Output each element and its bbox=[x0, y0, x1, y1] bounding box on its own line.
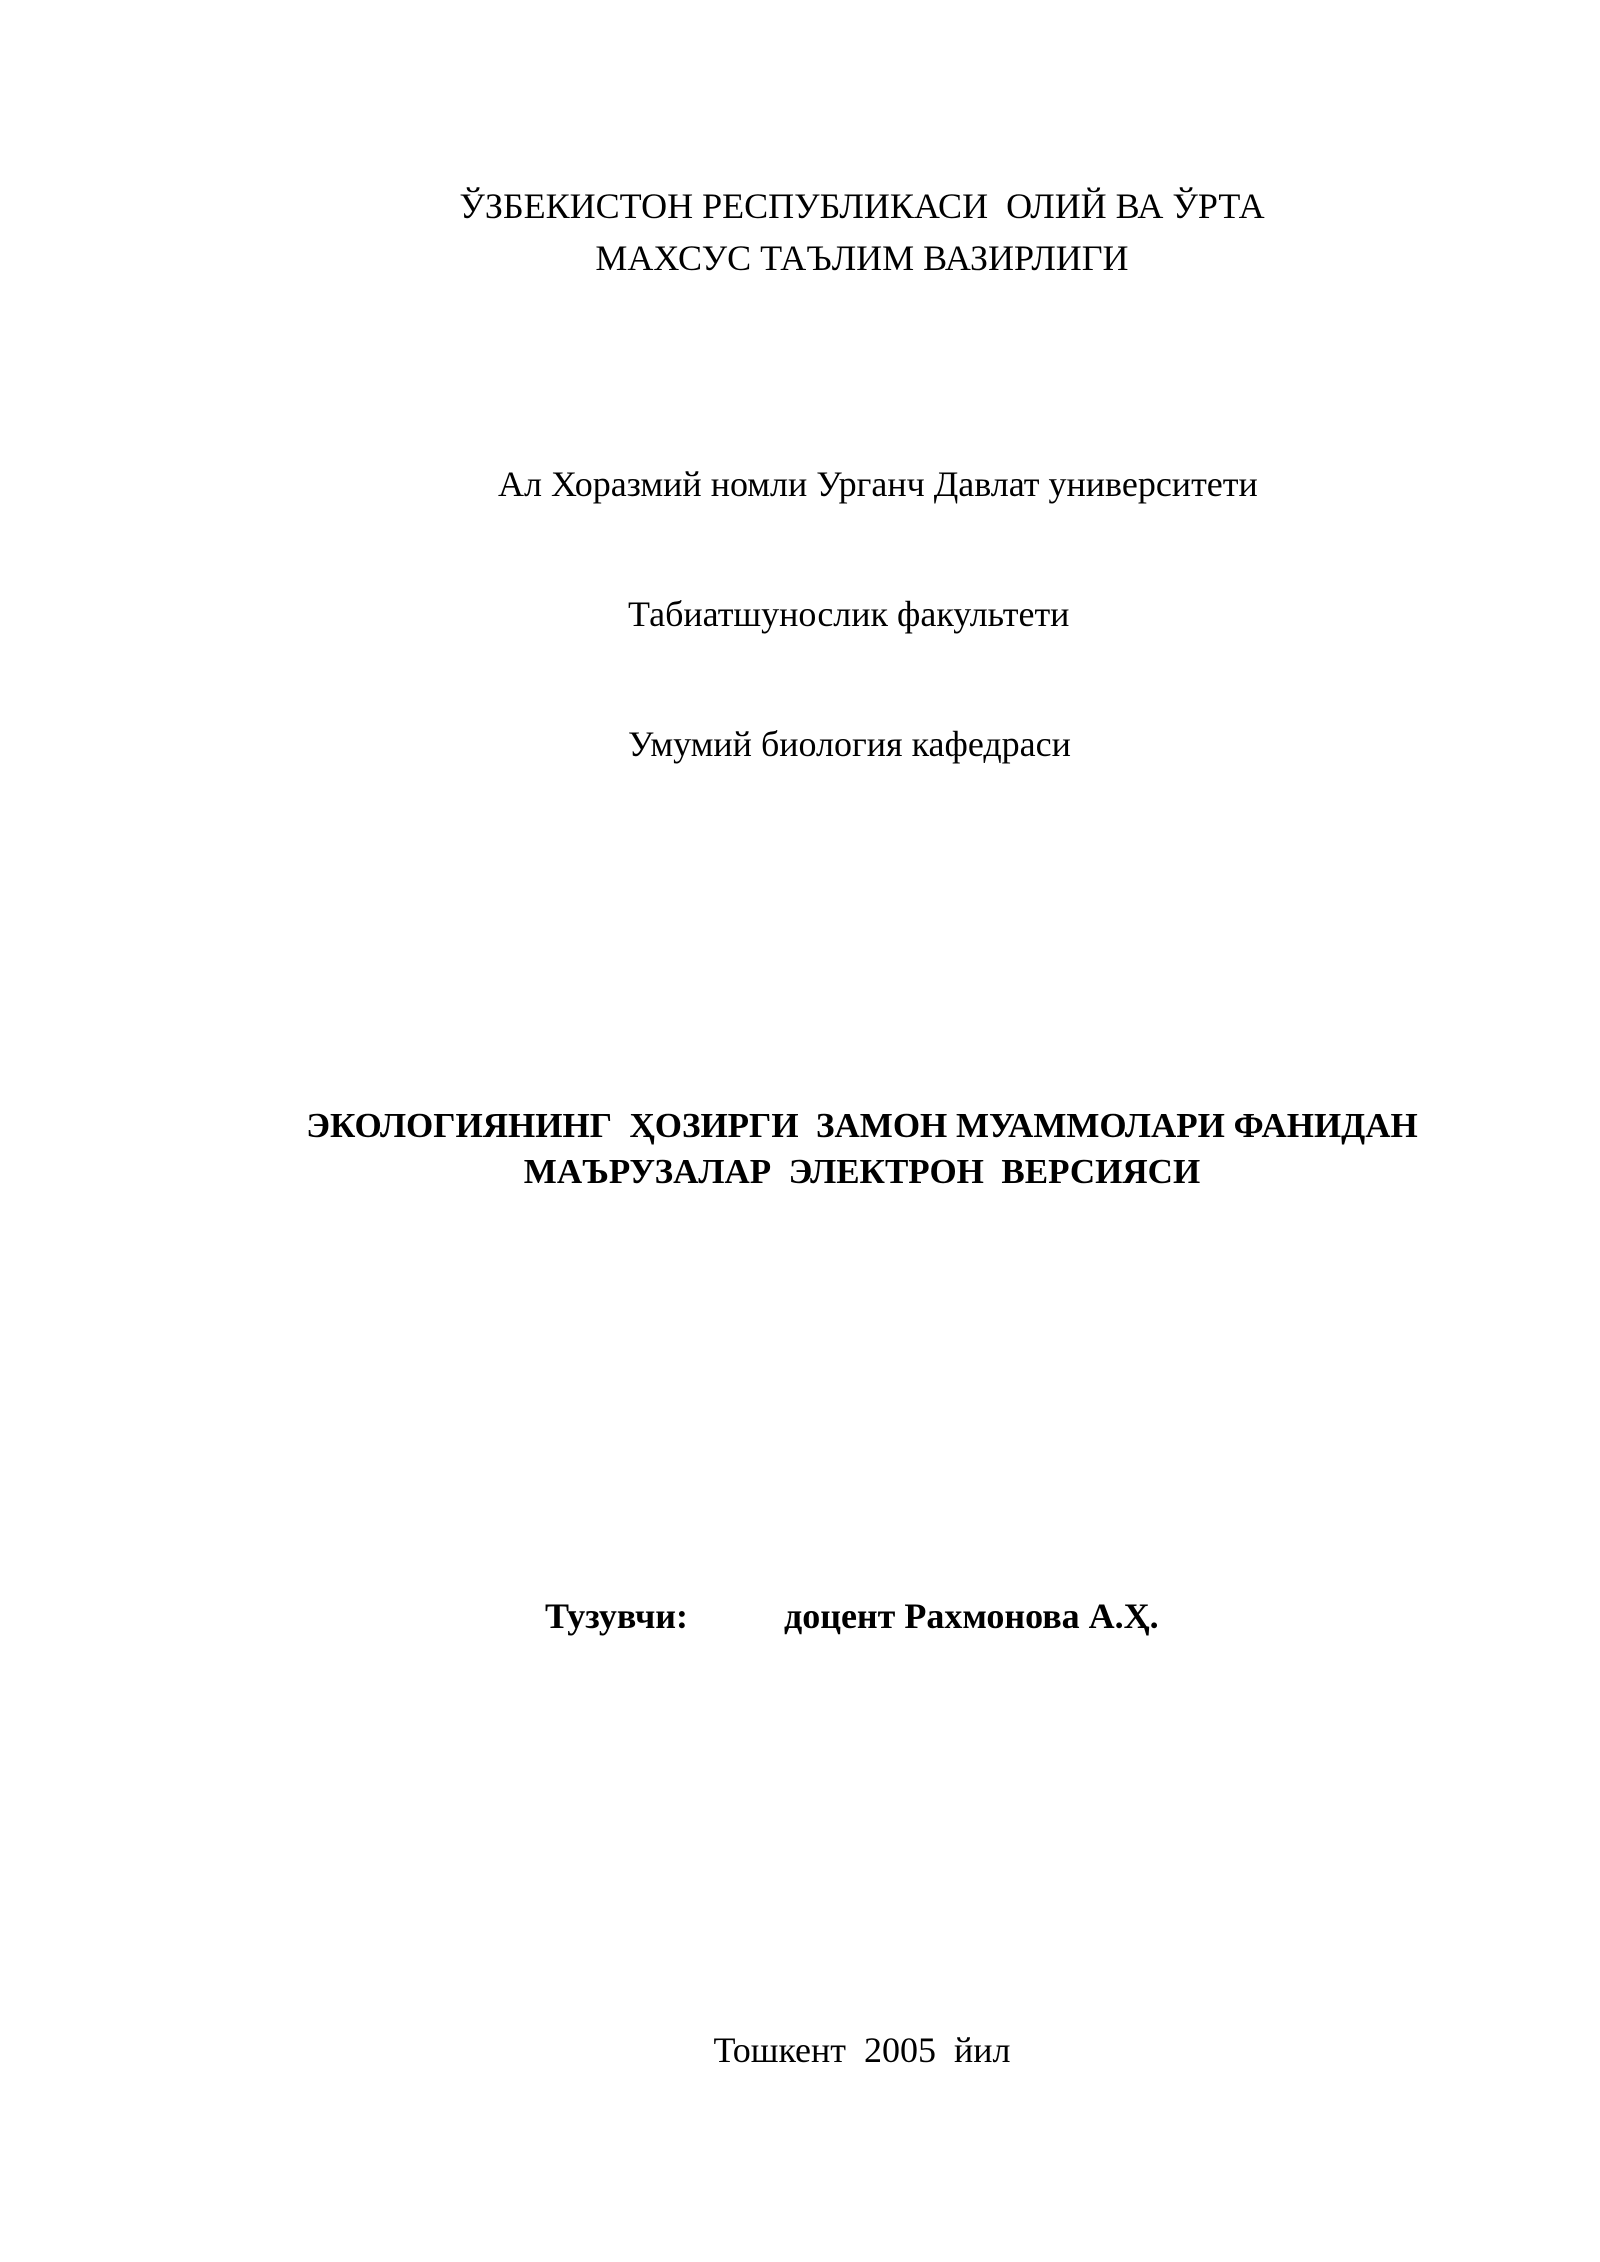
author-name: доцент Рахмонова А.Ҳ. bbox=[784, 1596, 1159, 1636]
university-name: Ал Хоразмий номли Урганч Давлат университети bbox=[498, 464, 1258, 504]
author-label: Тузувчи: bbox=[545, 1596, 689, 1636]
document-title-line-1: ЭКОЛОГИЯНИНГ ҲОЗИРГИ ЗАМОН МУАММОЛАРИ ФАНИДАН bbox=[306, 1106, 1418, 1145]
document-title-line-2: МАЪРУЗАЛАР ЭЛЕКТРОН ВЕРСИЯСИ bbox=[523, 1152, 1201, 1191]
faculty-name: Табиатшунослик факультети bbox=[628, 594, 1070, 634]
department-name: Умумий биология кафедраси bbox=[628, 724, 1071, 764]
ministry-line-1: ЎЗБЕКИСТОН РЕСПУБЛИКАСИ ОЛИЙ ВА ЎРТА bbox=[459, 186, 1265, 226]
place-and-year: Тошкент 2005 йил bbox=[713, 2030, 1011, 2070]
ministry-line-2: МАХСУС ТАЪЛИМ ВАЗИРЛИГИ bbox=[595, 238, 1129, 278]
